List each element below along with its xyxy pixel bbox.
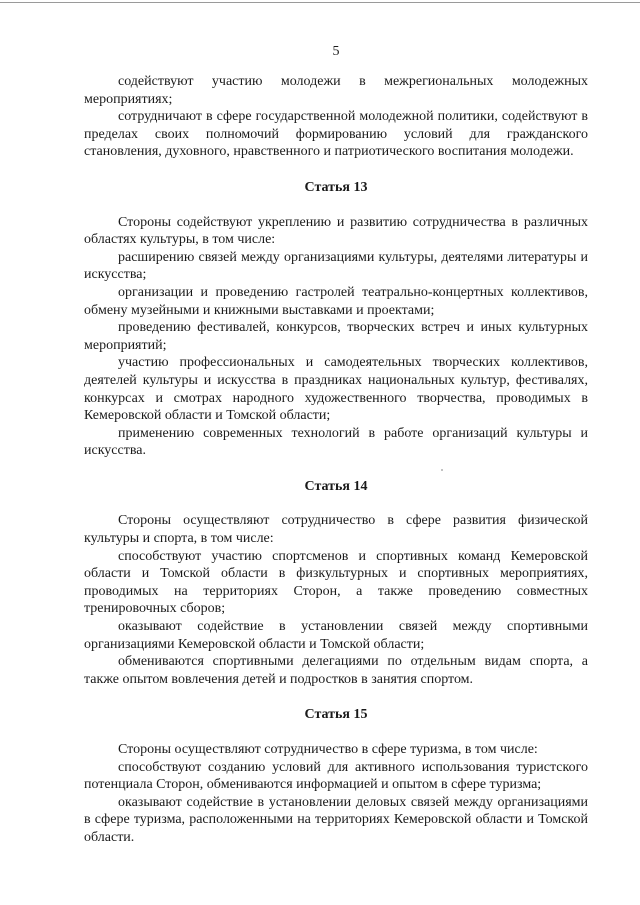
- paragraph: Стороны содействуют укреплению и развитию сотрудничества в различных областях культуры, в том числе:: [84, 214, 588, 248]
- paragraph: оказывают содействие в установлении связей между спортивными организациями Кемеровской области и Томской области;: [84, 619, 588, 652]
- paragraph: содействуют участию молодежи в межрегиональных молодежных мероприятиях;: [84, 74, 588, 107]
- paragraph: проведению фестивалей, конкурсов, творческих встреч и иных культурных мероприятий;: [84, 320, 588, 353]
- paragraph: расширению связей между организациями культуры, деятелями литературы и искусства;: [84, 249, 588, 283]
- article-heading: Статья 13: [304, 179, 368, 195]
- paragraph: обмениваются спортивными делегациями по отдельным видам спорта, а также опытом вовлечения детей и подростков в занятия спортом.: [84, 654, 588, 687]
- article-heading: Статья 15: [304, 707, 368, 723]
- paragraph: участию профессиональных и самодеятельных творческих коллективов, деятелей культуры и искусства в праздниках национальных культур, фестивалях, конкурсах и смотрах народного художественного творчества, проводимых в Кемеровской области и Томской области;: [84, 355, 588, 424]
- paragraph: оказывают содействие в установлении деловых связей между организациями в сфере туризма, расположенными на территориях Кемеровской области и Томской области.: [84, 794, 588, 845]
- paragraph: способствуют созданию условий для активного использования туристского потенциала Сторон, обмениваются информацией и опытом в сфере туризма;: [84, 759, 588, 793]
- paragraph: способствуют участию спортсменов и спортивных команд Кемеровской области и Томской области в физкультурных и спортивных мероприятиях, проводимых на территориях Сторон, а также проведению совместных тренировочных сборов;: [84, 548, 588, 617]
- paragraph: организации и проведению гастролей театрально-концертных коллективов, обмену музейными и книжными выставками и проектами;: [84, 284, 588, 318]
- paragraph: Стороны осуществляют сотрудничество в сфере туризма, в том числе:: [118, 742, 538, 757]
- scan-edge-line: [0, 2, 640, 3]
- document-body: [84, 73, 588, 847]
- article-heading: Статья 14: [304, 478, 368, 494]
- page-number: 5: [332, 44, 340, 59]
- paragraph: сотрудничают в сфере государственной молодежной политики, содействуют в пределах своих полномочий формированию условий для гражданского становления, духовного, нравственного и патриотического воспитания молодежи.: [84, 109, 588, 160]
- paragraph: Стороны осуществляют сотрудничество в сфере развития физической культуры и спорта, в том числе:: [84, 513, 588, 547]
- paragraph: применению современных технологий в работе организаций культуры и искусства.: [84, 425, 588, 459]
